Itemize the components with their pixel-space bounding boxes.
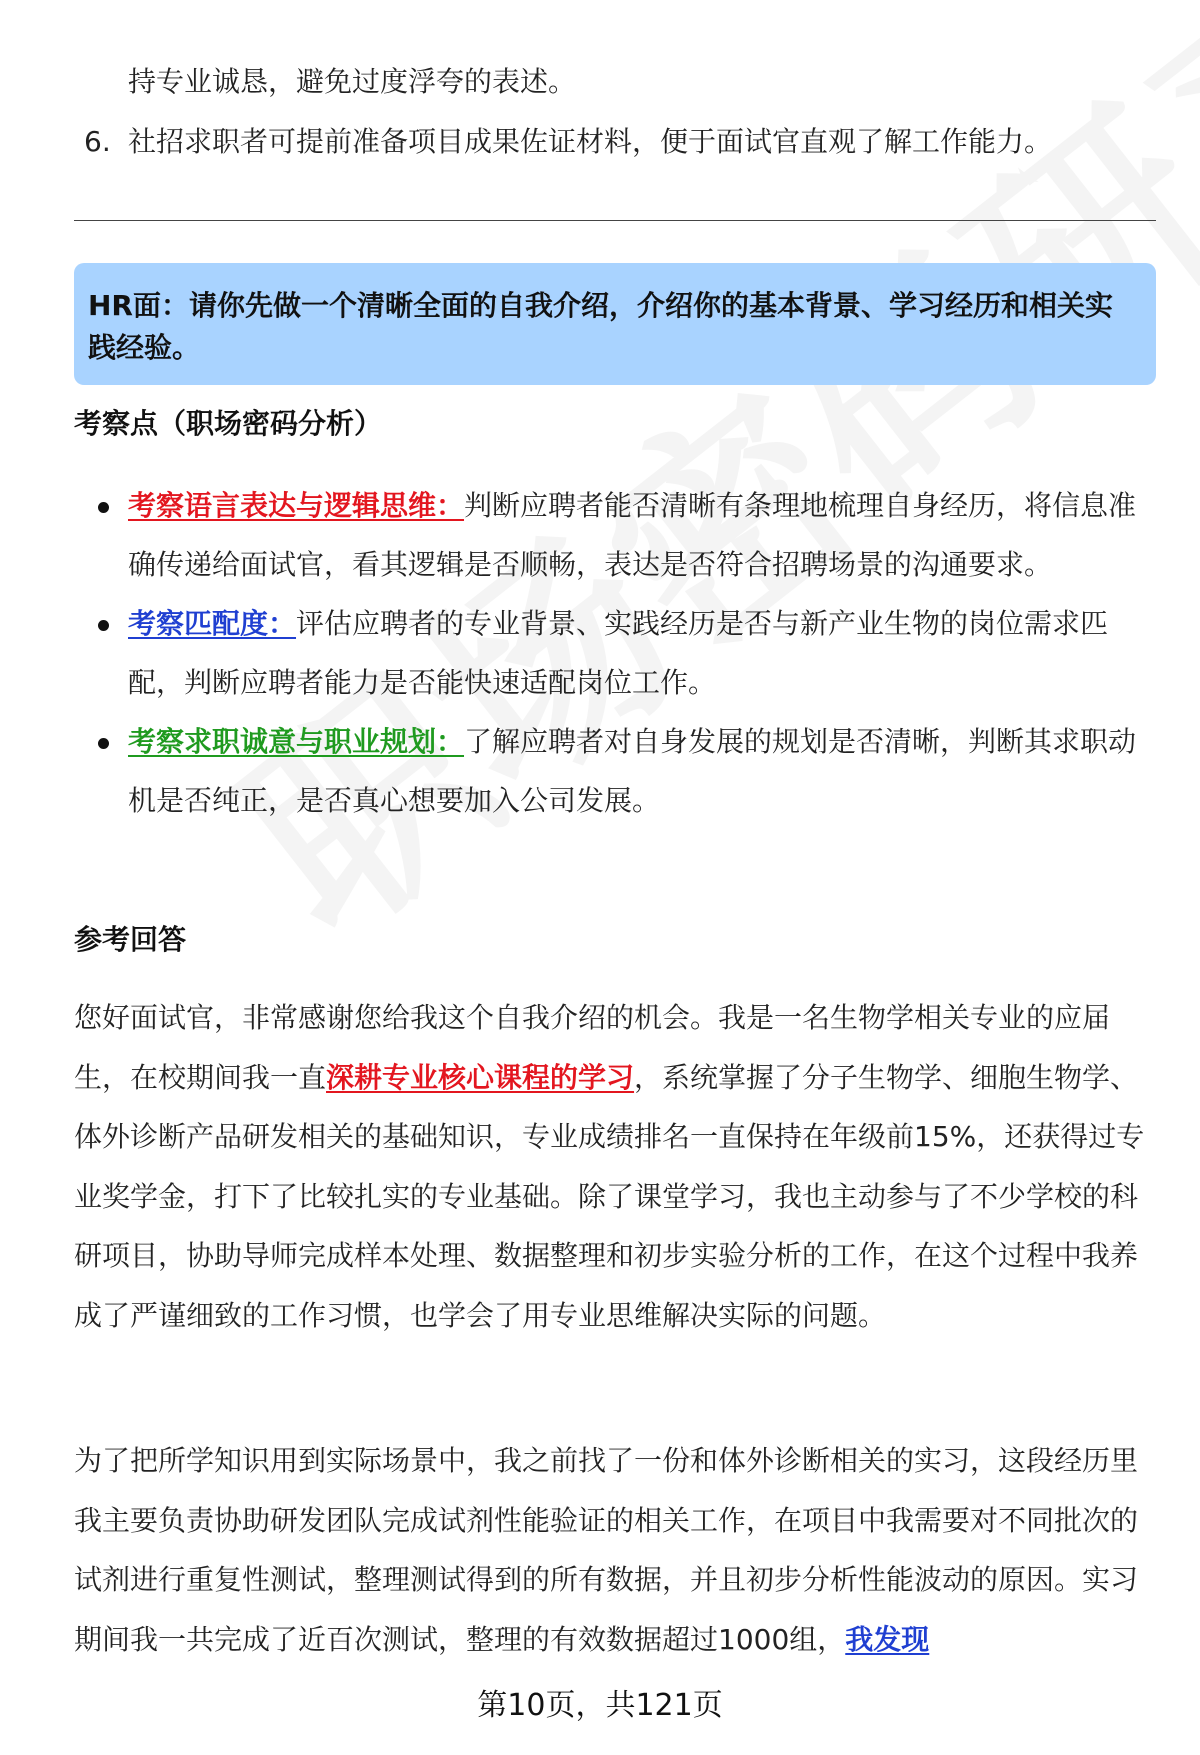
analysis-point-text: 评估应聘者的专业背景、实践经历是否与新产业生物的岗位需求匹配，判断应聘者能力是否能快速适配岗位工作。	[128, 607, 1109, 699]
section-divider	[74, 220, 1156, 221]
analysis-point	[86, 712, 1156, 830]
answer-paragraph-1	[74, 988, 1156, 1345]
answer-paragraph-2	[74, 1431, 1156, 1669]
interview-question-box	[74, 263, 1156, 385]
list-item-text: 社招求职者可提前准备项目成果佐证材料，便于面试官直观了解工作能力。	[128, 125, 1053, 158]
answer-text: 您好面试官，非常感谢您给我这个自我介绍的机会。我是一名生物学相关专业的应届生，在校期间我一直	[74, 1001, 1111, 1094]
list-number: 6.	[84, 125, 111, 158]
analysis-point-text: 了解应聘者对自身发展的规划是否清晰，判断其求职动机是否纯正，是否真心想要加入公司发展。	[128, 725, 1137, 817]
page-footer: 第10页，共121页	[477, 1688, 723, 1723]
list-item-continuation: 持专业诚恳，避免过度浮夸的表述。	[128, 65, 577, 98]
list-item-6	[84, 122, 1052, 162]
analysis-point-text: 判断应聘者能否清晰有条理地梳理自身经历，将信息准确传递给面试官，看其逻辑是否顺畅，表达是否符合招聘场景的沟通要求。	[128, 489, 1137, 581]
answer-highlight: 深耕专业核心课程的学习	[326, 1060, 635, 1094]
analysis-point	[86, 476, 1156, 594]
answer-text: 为了把所学知识用到实际场景中，我之前找了一份和体外诊断相关的实习，这段经历里我主要负责协助研发团队完成试剂性能验证的相关工作，在项目中我需要对不同批次的试剂进行重复性测试，整理测试得到的所有数据，并且初步分析性能波动的原因。实习期间我一共完成了近百次测试，整理的有效数据超过1000组，	[74, 1444, 1139, 1656]
answer-text: ，系统掌握了分子生物学、细胞生物学、体外诊断产品研发相关的基础知识，专业成绩排名一直保持在年级前15%，还获得过专业奖学金，打下了比较扎实的专业基础。除了课堂学习，我也主动参与了不少学校的科研项目，协助导师完成样本处理、数据整理和初步实验分析的工作，在这个过程中我养成了严谨细致的工作习惯，也学会了用专业思维解决实际的问题。	[74, 1060, 1145, 1332]
answer-heading: 参考回答	[74, 923, 187, 956]
answer-highlight: 我发现	[845, 1622, 930, 1656]
interview-question-text: HR面：请你先做一个清晰全面的自我介绍，介绍你的基本背景、学习经历和相关实践经验。	[88, 289, 1113, 364]
analysis-point-label: 考察匹配度：	[128, 607, 297, 640]
analysis-point-label: 考察语言表达与逻辑思维：	[128, 489, 465, 522]
analysis-points-list	[86, 476, 1156, 830]
bullet-dot-icon	[86, 476, 128, 594]
analysis-heading: 考察点（职场密码分析）	[74, 407, 383, 440]
bullet-dot-icon	[86, 712, 128, 830]
bullet-dot-icon	[86, 594, 128, 712]
analysis-point	[86, 594, 1156, 712]
analysis-point-label: 考察求职诚意与职业规划：	[128, 725, 465, 758]
